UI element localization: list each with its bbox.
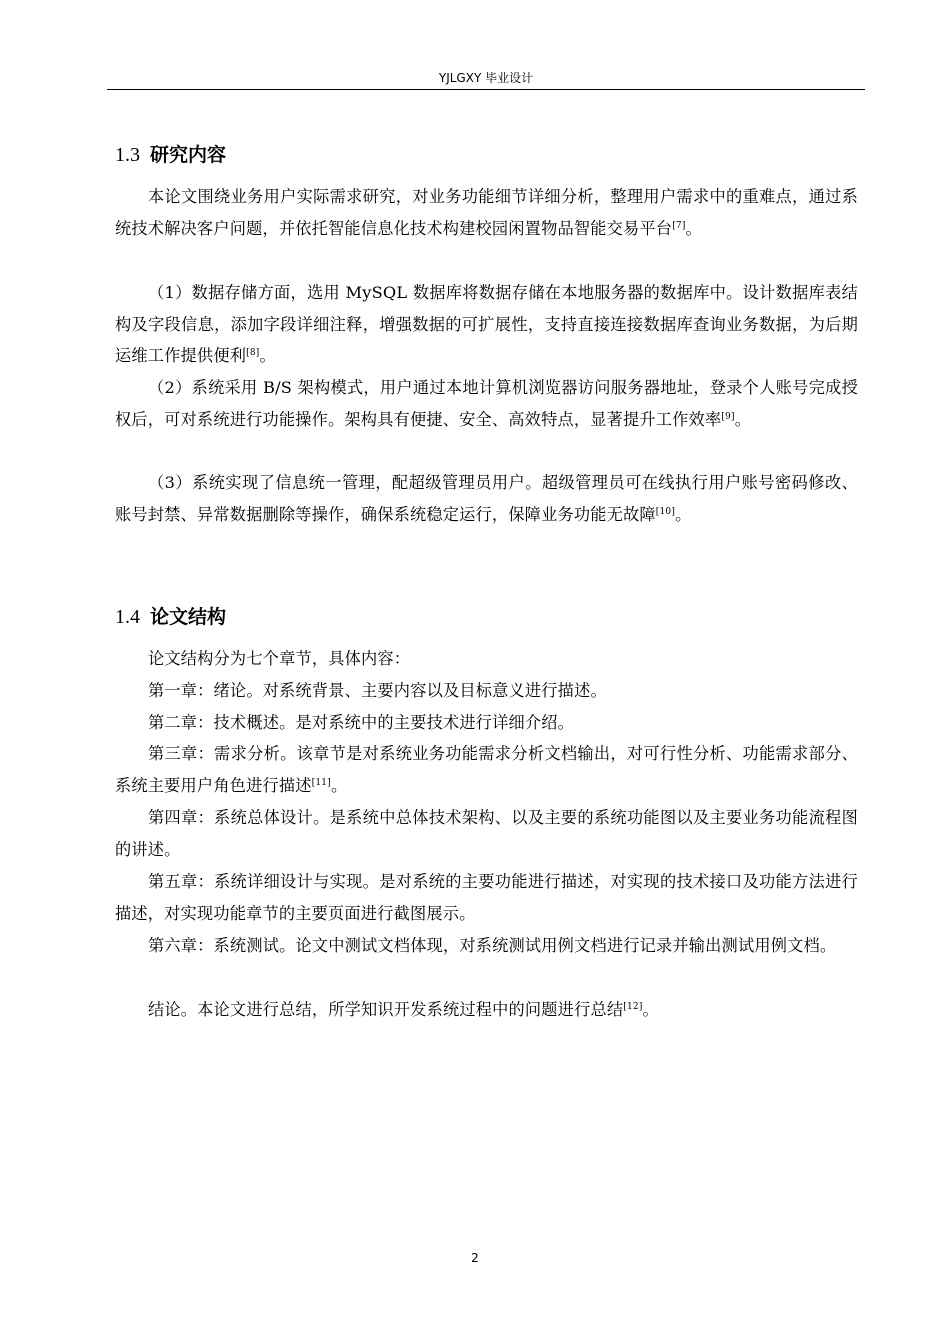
paragraph-text: 论文结构分为七个章节，具体内容： [148, 649, 411, 668]
paragraph-text: 第三章：需求分析。该章节是对系统业务功能需求分析文档输出，对可行性分析、功能需求部分、系统主要用户角色进行描述 [115, 744, 858, 795]
section-heading-1-4 [115, 604, 226, 629]
paragraph-text: （3）系统实现了信息统一管理，配超级管理员用户。超级管理员可在线执行用户账号密码修改、账号封禁、异常数据删除等操作，确保系统稳定运行，保障业务功能无故障 [115, 473, 858, 524]
paragraph-text: 第五章：系统详细设计与实现。是对系统的主要功能进行描述，对实现的技术接口及功能方法进行描述，对实现功能章节的主要页面进行截图展示。 [115, 872, 858, 923]
paragraph [115, 277, 858, 372]
paragraph-end: 。 [642, 1000, 659, 1019]
paragraph [115, 707, 858, 739]
paragraph-text: 本论文围绕业务用户实际需求研究，对业务功能细节详细分析，整理用户需求中的重难点，通过系统技术解决客户问题，并依托智能信息化技术构建校园闲置物品智能交易平台 [115, 187, 858, 238]
paragraph [115, 467, 858, 530]
section-title: 论文结构 [150, 606, 227, 628]
paragraph-end: 。 [259, 346, 276, 365]
page-number: 2 [471, 1251, 479, 1265]
paragraph [115, 181, 858, 244]
paragraph-text: 结论。本论文进行总结，所学知识开发系统过程中的问题进行总结 [148, 1000, 624, 1019]
paragraph-text: 第六章：系统测试。论文中测试文档体现，对系统测试用例文档进行记录并输出测试用例文档。 [148, 936, 837, 955]
paragraph [115, 675, 858, 707]
citation-ref: [10] [655, 506, 676, 517]
section-number: 1.3 [115, 144, 140, 166]
citation-ref: [8] [246, 348, 260, 358]
section-title: 研究内容 [150, 144, 227, 166]
citation-ref: [9] [721, 411, 735, 422]
citation-ref: [7] [672, 220, 686, 231]
paragraph-text: （1）数据存储方面，选用 MySQL 数据库将数据存储在本地服务器的数据库中。设计数据库表结构及字段信息，添加字段详细注释，增强数据的可扩展性，支持直接连接数据库查询业务数据，为后期运维工作提供便利 [115, 283, 858, 365]
paragraph [115, 738, 858, 801]
paragraph-end: 。 [685, 218, 702, 238]
header-rule [107, 89, 865, 90]
paragraph [115, 372, 858, 435]
paragraph-end: 。 [330, 775, 348, 795]
paragraph-text: 第一章：绪论。对系统背景、主要内容以及目标意义进行描述。 [148, 681, 607, 700]
paragraph-end: 。 [734, 409, 752, 429]
citation-ref: [12] [623, 1002, 643, 1012]
paragraph [115, 802, 858, 865]
citation-ref: [11] [311, 777, 331, 788]
paragraph [115, 866, 858, 929]
paragraph-text: 第二章：技术概述。是对系统中的主要技术进行详细介绍。 [148, 713, 575, 732]
page-header: YJLGXY 毕业设计 [438, 71, 534, 85]
paragraph [115, 643, 858, 675]
paragraph-text: （2）系统采用 B/S 架构模式，用户通过本地计算机浏览器访问服务器地址，登录个人账号完成授权后，可对系统进行功能操作。架构具有便捷、安全、高效特点，显著提升工作效率 [115, 378, 858, 429]
section-number: 1.4 [115, 606, 140, 628]
paragraph [115, 930, 858, 962]
paragraph-end: 。 [675, 504, 692, 524]
section-heading-1-3 [115, 142, 226, 167]
paragraph [115, 994, 858, 1026]
paragraph-text: 第四章：系统总体设计。是系统中总体技术架构、以及主要的系统功能图以及主要业务功能流程图的讲述。 [115, 808, 858, 859]
